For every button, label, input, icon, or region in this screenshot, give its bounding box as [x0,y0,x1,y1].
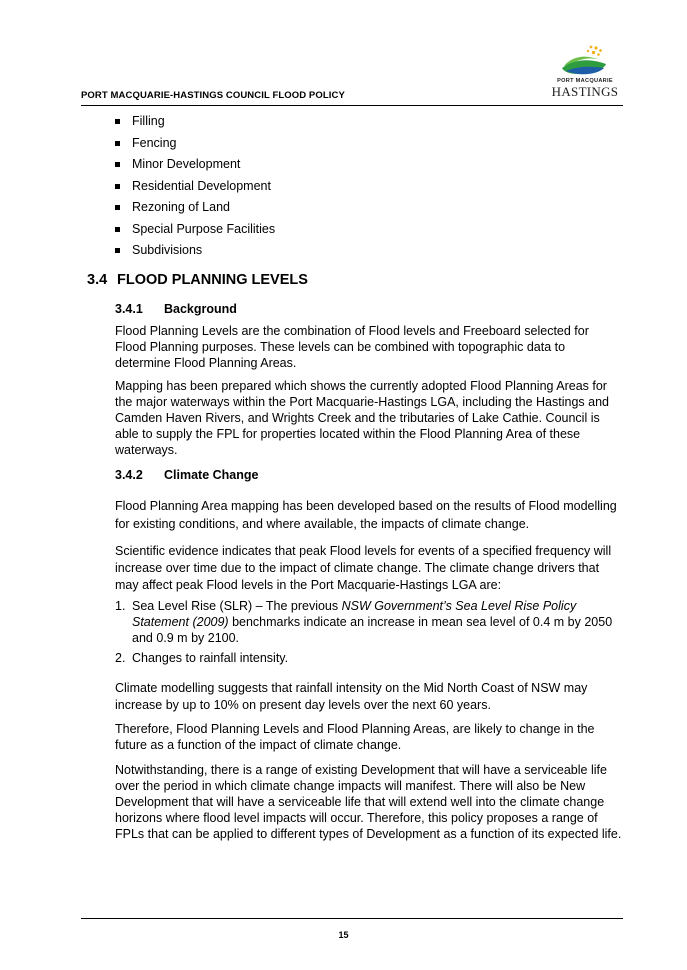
list-item: Special Purpose Facilities [115,221,623,243]
paragraph: Flood Planning Area mapping has been developed based on the results of Flood modelling for existing conditions, and where available, the impacts of climate change. [115,499,617,531]
paragraph: Climate modelling suggests that rainfall intensity on the Mid North Coast of NSW may increase by up to 10% on present day levels over the next 60 years. [115,681,588,712]
square-bullet-icon [115,119,120,124]
bullet-list [115,113,623,264]
footer-divider [81,918,623,919]
square-bullet-icon [115,248,120,253]
council-logo [548,44,622,100]
logo-text-line2: HASTINGS [551,84,619,99]
header-divider [81,105,623,106]
subsection-title: Background [164,302,237,316]
logo-emblem-icon [560,44,610,78]
paragraph: Mapping has been prepared which shows the currently adopted Flood Planning Areas for the major waterways within the Port Macquarie-Hastings LGA, including the Hastings and Camden Haven Rivers, and Wrights Creek and the tributaries of Lake Cathie. Council is able to supply the FPL for properties located within the Flood Planning Area of these waterways. [115,379,609,457]
square-bullet-icon [115,184,120,189]
numbered-list [115,650,623,666]
header-title: PORT MACQUARIE-HASTINGS COUNCIL FLOOD POLICY [81,90,345,101]
bullet-list-container [115,113,623,264]
square-bullet-icon [115,205,120,210]
list-item: Rezoning of Land [115,199,623,221]
list-item: Fencing [115,135,623,157]
subsection-heading-climate [115,467,623,483]
list-item: 1. Sea Level Rise (SLR) – The previous NSW Government’s Sea Level Rise Policy Statement (2009) benchmarks indicate an increase in mean sea level of 0.4 m by 2050 and 0.9 m by 2100. [115,599,613,645]
numbered-list [115,598,623,646]
section-heading [87,272,308,288]
list-item: 2. Changes to rainfall intensity. [115,651,289,665]
subsection-title: Climate Change [164,468,259,482]
section-number: 3.4 [87,272,108,288]
subsection-heading-background [115,301,623,317]
list-item: Filling [115,113,623,135]
list-item: Subdivisions [115,242,623,264]
paragraph: Scientific evidence indicates that peak Flood levels for events of a specified frequency will increase over time due to the impact of climate change. The climate change drivers that may affect peak Flood levels in the Port Macquarie-Hastings LGA are: [115,544,612,592]
square-bullet-icon [115,227,120,232]
list-item: Residential Development [115,178,623,200]
page-number: 15 [338,930,349,940]
paragraph: Therefore, Flood Planning Levels and Flood Planning Areas, are likely to change in the future as a function of the impact of climate change. [115,722,595,752]
section-title: FLOOD PLANNING LEVELS [117,272,308,288]
paragraph: Notwithstanding, there is a range of existing Development that will have a serviceable life over the period in which climate change impacts will manifest. There will also be New Development that will have a serviceable life that will extend well into the climate change horizons where flood level impacts will occur. Therefore, this policy proposes a range of FPLs that can be applied to different types of Development as a function of its expected life. [115,763,622,841]
subsection-number: 3.4.1 [115,302,143,316]
list-item: Minor Development [115,156,623,178]
square-bullet-icon [115,162,120,167]
subsection-number: 3.4.2 [115,468,143,482]
logo-text-line1: PORT MACQUARIE [557,78,613,84]
paragraph: Flood Planning Levels are the combination of Flood levels and Freeboard selected for Flood Planning purposes. These levels can be combined with topographic data to determine Flood Planning Areas. [115,324,589,370]
square-bullet-icon [115,141,120,146]
